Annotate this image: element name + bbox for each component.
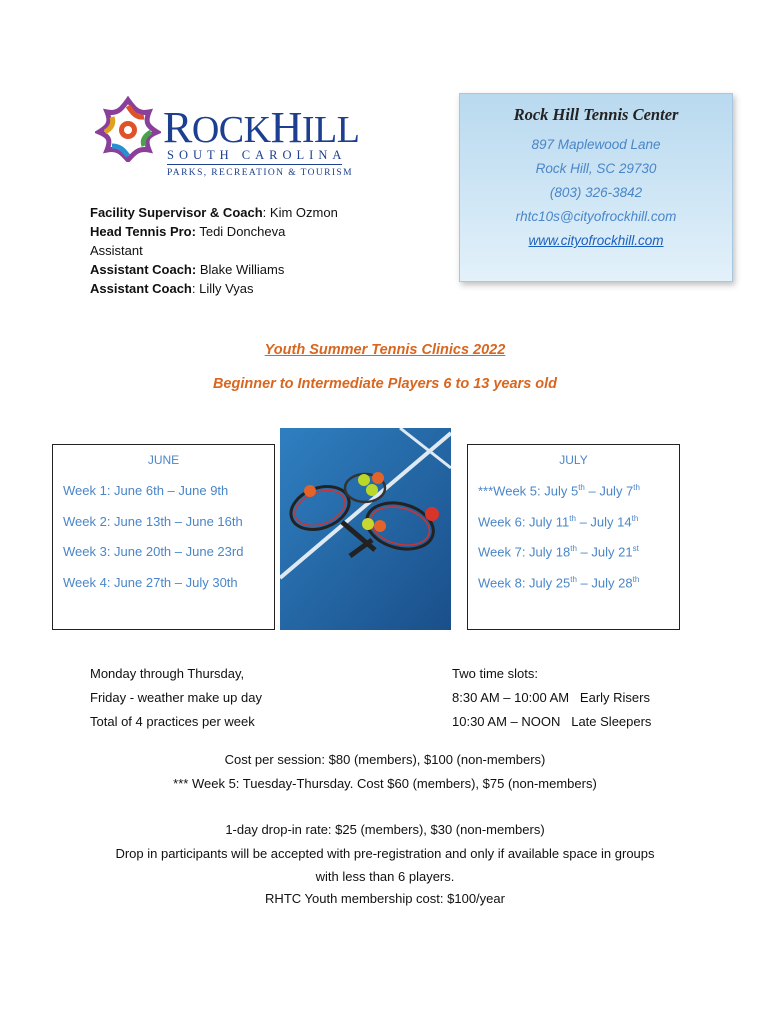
june-week-item: Week 4: June 27th – July 30th bbox=[63, 575, 238, 590]
staff-line: Assistant bbox=[90, 243, 143, 258]
june-week-item: Week 2: June 13th – June 16th bbox=[63, 514, 243, 529]
july-week-item: Week 6: July 11th – July 14th bbox=[478, 514, 639, 530]
june-week-item: Week 3: June 20th – June 23rd bbox=[63, 544, 244, 559]
schedule-days bbox=[90, 662, 390, 734]
tennis-center-info-box bbox=[459, 93, 733, 282]
membership-cost: RHTC Youth membership cost: $100/year bbox=[265, 891, 505, 906]
logo-divider bbox=[167, 164, 342, 165]
july-week-item: Week 8: July 25th – July 28th bbox=[478, 575, 640, 591]
logo-state: SOUTH CAROLINA bbox=[167, 148, 347, 162]
staff-line: Assistant Coach: Blake Williams bbox=[90, 262, 285, 277]
schedule-line: Friday - weather make up day bbox=[90, 690, 262, 705]
star-logo-icon bbox=[95, 96, 161, 162]
staff-list bbox=[90, 203, 390, 298]
schedule-line: 8:30 AM – 10:00 AM Early Risers bbox=[452, 690, 650, 705]
logo-wordmark: ROCKHILL bbox=[163, 103, 360, 152]
june-schedule-box bbox=[52, 444, 275, 630]
june-week-item: Week 1: June 6th – June 9th bbox=[63, 483, 229, 498]
cost-per-session: Cost per session: $80 (members), $100 (non-members) bbox=[224, 752, 546, 767]
july-label: JULY bbox=[559, 453, 588, 467]
schedule-line: Two time slots: bbox=[452, 666, 538, 681]
june-label: JUNE bbox=[147, 453, 180, 467]
staff-line: Facility Supervisor & Coach: Kim Ozmon bbox=[90, 205, 338, 220]
center-title: Rock Hill Tennis Center bbox=[513, 105, 679, 124]
week5-cost: *** Week 5: Tuesday-Thursday. Cost $60 (members), $75 (non-members) bbox=[173, 776, 597, 791]
schedule-line: 10:30 AM – NOON Late Sleepers bbox=[452, 714, 652, 729]
schedule-line: Monday through Thursday, bbox=[90, 666, 245, 681]
logo-department: PARKS, RECREATION & TOURISM bbox=[167, 168, 353, 178]
schedule-line: Total of 4 practices per week bbox=[90, 714, 255, 729]
staff-line: Assistant Coach: Lilly Vyas bbox=[90, 281, 254, 296]
drop-in-policy-cont: with less than 6 players. bbox=[315, 869, 455, 884]
center-email[interactable]: rhtc10s@cityofrockhill.com bbox=[515, 209, 677, 224]
tennis-rackets-photo bbox=[280, 428, 451, 630]
center-website-link[interactable]: www.cityofrockhill.com bbox=[528, 233, 664, 248]
schedule-time-slots bbox=[452, 662, 712, 734]
july-week-item: Week 7: July 18th – July 21st bbox=[478, 544, 639, 560]
center-address-line2: Rock Hill, SC 29730 bbox=[535, 161, 657, 176]
july-week-item: ***Week 5: July 5th – July 7th bbox=[478, 483, 640, 499]
drop-in-policy: Drop in participants will be accepted with pre-registration and only if available space in groups bbox=[115, 846, 655, 861]
center-address-line1: 897 Maplewood Lane bbox=[531, 137, 661, 152]
center-phone: (803) 326-3842 bbox=[549, 185, 643, 200]
staff-line: Head Tennis Pro: Tedi Doncheva bbox=[90, 224, 286, 239]
drop-in-rate: 1-day drop-in rate: $25 (members), $30 (non-members) bbox=[225, 822, 545, 837]
july-schedule-box bbox=[467, 444, 680, 630]
page-subtitle: Beginner to Intermediate Players 6 to 13 years old bbox=[212, 376, 558, 392]
page-title: Youth Summer Tennis Clinics 2022 bbox=[264, 342, 506, 358]
rock-hill-logo bbox=[95, 96, 360, 186]
